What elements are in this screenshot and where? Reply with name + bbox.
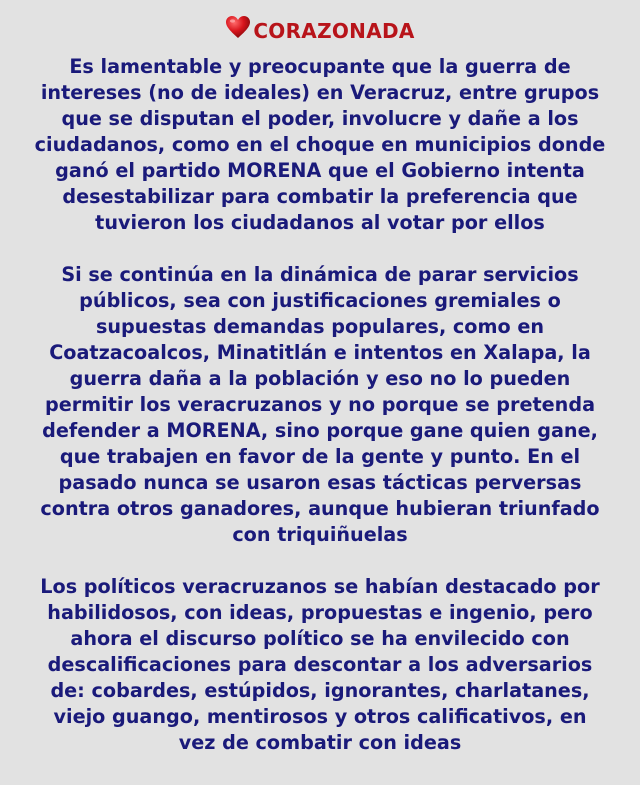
text-line: intereses (no de ideales) en Veracruz, entre grupos (40, 81, 600, 104)
text-line: de: cobardes, estúpidos, ignorantes, charlatanes, (50, 679, 590, 702)
text-line: ahora el discurso político se ha envilecido con (70, 627, 570, 650)
text-line: contra otros ganadores, aunque hubieran triunfado (40, 497, 600, 520)
text-line: supuestas demandas populares, como en (95, 315, 545, 338)
text-line: Es lamentable y preocupante que la guerra de (69, 55, 571, 78)
column-header (0, 14, 640, 48)
text-line: permitir los veracruzanos y no porque se pretenda (44, 393, 596, 416)
text-line: que trabajen en favor de la gente y punto. En el (59, 445, 581, 468)
text-line: Si se continúa en la dinámica de parar servicios (61, 263, 579, 286)
text-line: que se disputan el poder, involucre y dañe a los (61, 107, 579, 130)
text-line: ganó el partido MORENA que el Gobierno intenta (55, 159, 585, 182)
heart-icon (225, 15, 251, 39)
text-line: guerra daña a la población y eso no lo pueden (69, 367, 571, 390)
paragraph-1 (8, 54, 632, 236)
text-line: descalificaciones para descontar a los adversarios (47, 653, 593, 676)
text-line: defender a MORENA, sino porque gane quien gane, (42, 419, 598, 442)
text-line: Los políticos veracruzanos se habían destacado por (40, 575, 600, 598)
text-line: Coatzacoalcos, Minatitlán e intentos en Xalapa, la (49, 341, 591, 364)
text-line: vez de combatir con ideas (178, 731, 462, 754)
paragraph-3 (8, 574, 632, 756)
text-line: viejo guango, mentirosos y otros calificativos, en (53, 705, 587, 728)
text-line: con triquiñuelas (232, 523, 408, 546)
text-line: pasado nunca se usaron esas tácticas perversas (58, 471, 582, 494)
paragraph-2 (8, 262, 632, 548)
text-line: ciudadanos, como en el choque en municipios donde (34, 133, 606, 156)
text-line: habilidosos, con ideas, propuestas e ingenio, pero (47, 601, 593, 624)
text-line: públicos, sea con justificaciones gremiales o (79, 289, 561, 312)
text-line: desestabilizar para combatir la preferencia que (62, 185, 578, 208)
column-title: CORAZONADA (253, 19, 415, 43)
text-line: tuvieron los ciudadanos al votar por ellos (95, 211, 545, 234)
